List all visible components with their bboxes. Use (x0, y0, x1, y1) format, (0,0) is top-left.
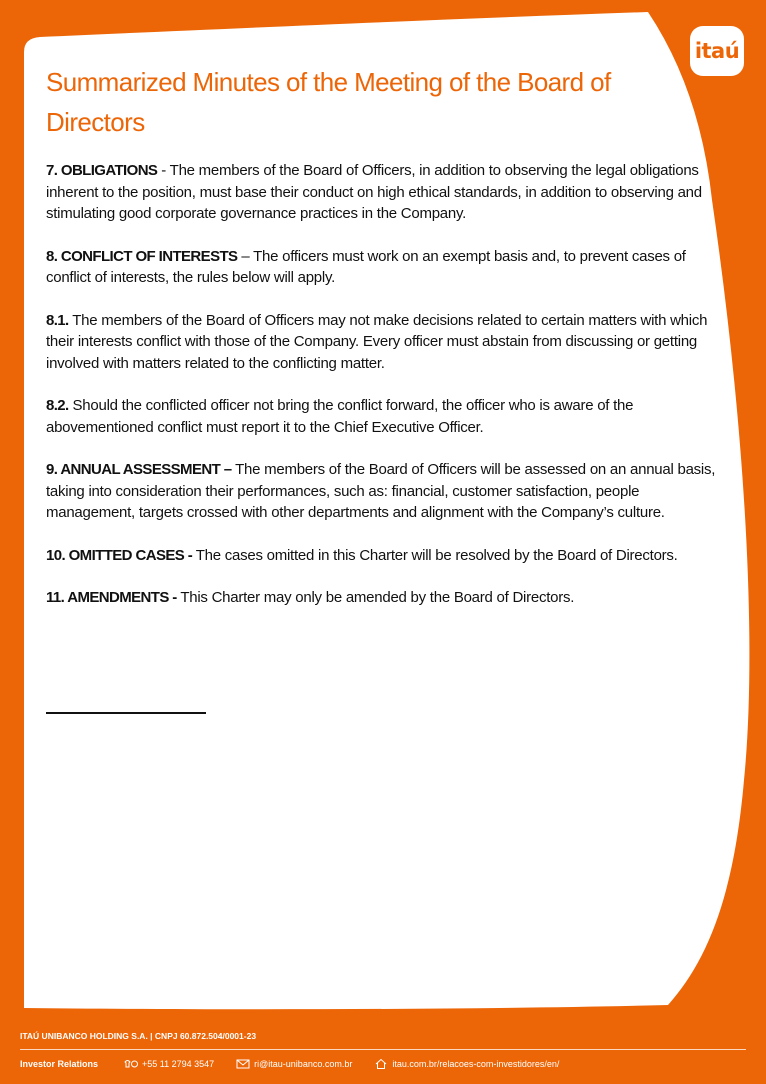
section-obligations (46, 160, 716, 225)
footer-phone-number: +55 11 2794 3547 (142, 1059, 215, 1069)
section-annual-assessment (46, 459, 716, 524)
footer-email[interactable] (236, 1058, 352, 1070)
footer-divider (20, 1049, 746, 1050)
section-heading: 8.2. (46, 397, 69, 414)
section-text: - The members of the Board of Officers, in addition to observing the legal obligations inherent to the position, must base their conduct on high ethical standards, in addition to observing and stimulating good corporate governance practices in the Company. (46, 162, 702, 222)
section-text: The members of the Board of Officers may not make decisions related to certain matters with which their interests conflict with those of the Company. Every officer must abstain from discussing or getting involved with matters related to the conflicting matter. (46, 311, 708, 372)
section-amendments (46, 587, 716, 609)
footer-contacts (20, 1056, 746, 1072)
home-icon (374, 1058, 388, 1070)
footer-phone[interactable] (124, 1058, 214, 1070)
section-heading: 8. CONFLICT OF INTERESTS (46, 247, 238, 265)
page-footer (20, 1028, 746, 1072)
section-text: Should the conflicted officer not bring the conflict forward, the officer who is aware of the abovementioned conflict must report it to the Chief Executive Officer. (46, 397, 634, 436)
section-heading: 7. OBLIGATIONS (46, 162, 158, 179)
section-8-1 (46, 310, 716, 375)
footer-company-info: ITAÚ UNIBANCO HOLDING S.A. | CNPJ 60.872.504/0001-23 (20, 1031, 257, 1041)
footer-website[interactable] (374, 1058, 559, 1070)
page-title: Summarized Minutes of the Meeting of the Board of Directors (46, 67, 611, 137)
section-8-2 (46, 395, 716, 438)
footer-website-url: itau.com.br/relacoes-com-investidores/en/ (392, 1059, 560, 1069)
section-text: This Charter may only be amended by the Board of Directors. (176, 589, 575, 606)
signature-line (46, 712, 206, 714)
logo-text: itaú (694, 39, 740, 63)
section-heading: 11. AMENDMENTS - (46, 589, 177, 606)
footer-investor-relations: Investor Relations (20, 1059, 99, 1069)
mail-icon (236, 1058, 250, 1070)
phone-icon (124, 1058, 138, 1070)
section-heading: 8.1. (46, 311, 69, 329)
section-heading: 10. OMITTED CASES - (46, 546, 193, 564)
footer-email-address: ri@itau-unibanco.com.br (254, 1059, 353, 1069)
itau-logo (690, 26, 744, 76)
document-body (46, 62, 716, 630)
section-heading: 9. ANNUAL ASSESSMENT – (46, 461, 232, 478)
section-text: – The officers must work on an exempt basis and, to prevent cases of conflict of interests, the rules below will apply. (46, 247, 686, 286)
section-text: The members of the Board of Officers will be assessed on an annual basis, taking into consideration their performances, such as: financial, customer satisfaction, people management, targets crossed with other departments and alignment with the Company’s culture. (46, 461, 716, 521)
section-conflict-of-interests (46, 246, 716, 289)
section-text: The cases omitted in this Charter will be resolved by the Board of Directors. (192, 546, 678, 564)
section-omitted-cases (46, 545, 716, 567)
